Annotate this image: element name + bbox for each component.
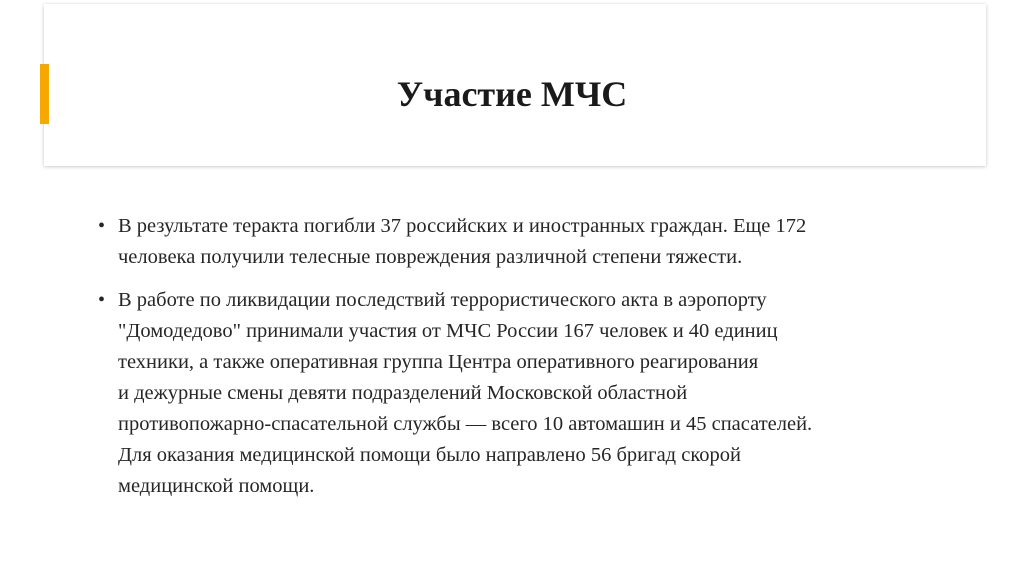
bullet-list — [98, 211, 928, 514]
bullet-text-line: Для оказания медицинской помощи было направлено 56 бригад скорой — [118, 444, 741, 466]
bullet-text-line: и дежурные смены девяти подразделений Московской областной — [118, 382, 688, 404]
bullet-text-line: В работе по ликвидации последствий террористического акта в аэропорту — [118, 289, 767, 311]
bullet-text-line: медицинской помощи. — [118, 475, 315, 497]
bullet-dot-icon: • — [98, 289, 106, 311]
bullet-item-response — [98, 285, 928, 502]
bullet-text-line: техники, а также оперативная группа Центра оперативного реагирования — [118, 351, 759, 373]
bullet-text-line: В результате теракта погибли 37 российских и иностранных граждан. Еще 172 — [118, 215, 807, 237]
slide-title: Участие МЧС — [396, 74, 628, 114]
bullet-dot-icon: • — [98, 215, 106, 237]
bullet-text-line: противопожарно-спасательной службы — всего 10 автомашин и 45 спасателей. — [118, 413, 813, 435]
bullet-text-line: "Домодедово" принимали участия от МЧС России 167 человек и 40 единиц — [118, 320, 778, 342]
bullet-item-casualties — [98, 211, 928, 273]
bullet-text-line: человека получили телесные повреждения различной степени тяжести. — [118, 246, 743, 268]
